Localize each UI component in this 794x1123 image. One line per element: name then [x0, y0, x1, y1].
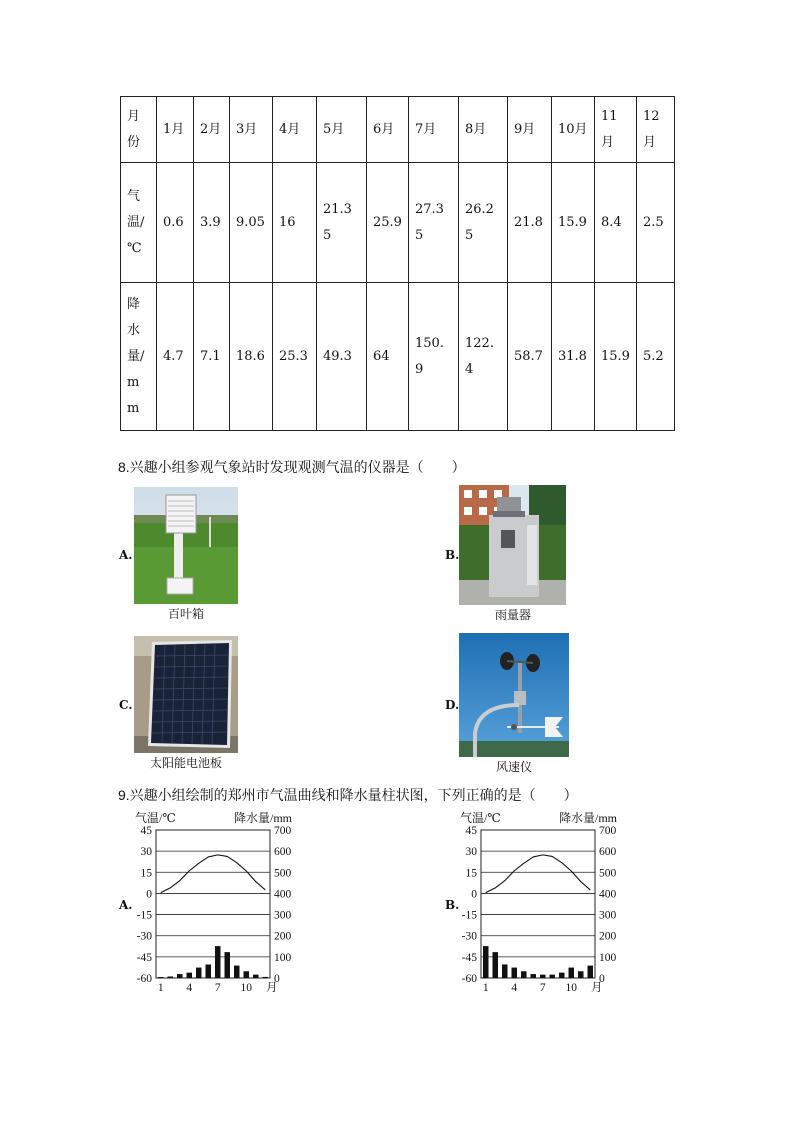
right-tick-label: 200: [599, 930, 617, 943]
left-tick-label: -60: [461, 973, 477, 985]
precipitation-bar: [540, 975, 546, 978]
right-tick-label: 700: [599, 825, 617, 837]
left-tick-label: 15: [465, 867, 477, 880]
table-cell: 7.1: [194, 283, 230, 431]
solar-panel-photo[interactable]: [134, 636, 238, 753]
right-tick-label: 100: [599, 951, 617, 964]
x-tick-label: 10: [565, 982, 577, 994]
table-cell: 11月: [595, 97, 637, 163]
x-tick-label: 10: [240, 982, 252, 994]
table-cell: 21.8: [508, 163, 552, 283]
left-tick-label: -30: [461, 930, 477, 943]
right-tick-label: 400: [274, 888, 292, 901]
table-cell: 49.3: [317, 283, 367, 431]
caption-rain-gauge: 雨量器: [494, 608, 531, 622]
left-tick-label: -60: [136, 973, 152, 985]
precipitation-bar: [569, 968, 575, 978]
precipitation-bar: [196, 968, 202, 978]
right-tick-label: 600: [599, 846, 617, 859]
precipitation-bar: [483, 946, 489, 978]
climate-chart-a: [130, 808, 310, 998]
option-c-letter: C.: [119, 698, 133, 712]
right-tick-label: 0: [599, 973, 605, 985]
climate-table: [120, 96, 675, 431]
row-label-month: 月份: [121, 97, 157, 163]
right-tick-label: 700: [274, 825, 292, 837]
left-tick-label: -15: [461, 909, 477, 922]
temperature-curve: [161, 855, 266, 893]
right-tick-label: 600: [274, 846, 292, 859]
right-axis-title: 降水量/mm: [559, 811, 618, 825]
x-tick-label: 7: [214, 982, 221, 994]
table-cell: 8.4: [595, 163, 637, 283]
precipitation-bar: [493, 952, 499, 978]
table-cell: 12月: [637, 97, 675, 163]
precipitation-bar: [588, 966, 594, 978]
left-tick-label: 15: [140, 867, 152, 880]
table-cell: 26.25: [459, 163, 508, 283]
table-cell: 25.9: [367, 163, 409, 283]
table-cell: 27.35: [409, 163, 459, 283]
right-tick-label: 200: [274, 930, 292, 943]
table-row: [121, 97, 675, 163]
table-cell: 9月: [508, 97, 552, 163]
table-cell: 4月: [273, 97, 317, 163]
table-row: [121, 283, 675, 431]
table-cell: 18.6: [230, 283, 273, 431]
table-cell: 10月: [552, 97, 595, 163]
precipitation-bar: [225, 952, 231, 978]
row-label-precipitation: 降水量/mm: [121, 283, 157, 431]
option-a-letter-q9: A.: [119, 898, 133, 912]
table-cell: 6月: [367, 97, 409, 163]
right-tick-label: 500: [274, 867, 292, 880]
precipitation-bar: [177, 974, 183, 978]
precipitation-bar: [244, 971, 250, 978]
table-cell: 15.9: [595, 283, 637, 431]
x-axis-unit: 月: [591, 982, 603, 994]
precipitation-bar: [215, 946, 221, 978]
precipitation-bar: [512, 968, 518, 978]
rain-gauge-photo[interactable]: [459, 485, 566, 605]
precipitation-bar: [263, 977, 269, 978]
table-cell: 5月: [317, 97, 367, 163]
table-cell: 64: [367, 283, 409, 431]
caption-solar-panel: 太阳能电池板: [149, 756, 222, 770]
left-tick-label: 0: [146, 888, 152, 901]
left-axis-title: 气温/℃: [135, 811, 176, 825]
table-cell: 1月: [157, 97, 194, 163]
left-tick-label: 30: [465, 846, 477, 859]
precipitation-bar: [158, 977, 164, 978]
anemometer-photo[interactable]: [459, 633, 569, 757]
precipitation-bar: [559, 973, 565, 978]
precipitation-bar: [187, 973, 193, 978]
option-a-letter: A.: [119, 548, 133, 562]
right-tick-label: 500: [599, 867, 617, 880]
right-axis-title: 降水量/mm: [234, 811, 293, 825]
table-cell: 4.7: [157, 283, 194, 431]
climate-chart-b: [455, 808, 635, 998]
option-b-letter-q9: B.: [445, 898, 460, 912]
precipitation-bar: [502, 964, 508, 978]
left-tick-label: -15: [136, 909, 152, 922]
right-tick-label: 0: [274, 973, 280, 985]
x-axis-unit: 月: [266, 982, 278, 994]
table-row: [121, 163, 675, 283]
table-cell: 2.5: [637, 163, 675, 283]
table-cell: 5.2: [637, 283, 675, 431]
precipitation-bar: [253, 975, 259, 978]
left-tick-label: 30: [140, 846, 152, 859]
table-cell: 9.05: [230, 163, 273, 283]
table-cell: 7月: [409, 97, 459, 163]
left-axis-title: 气温/℃: [460, 811, 501, 825]
table-cell: 16: [273, 163, 317, 283]
table-cell: 8月: [459, 97, 508, 163]
precipitation-bar: [578, 971, 584, 978]
right-tick-label: 300: [274, 909, 292, 922]
precipitation-bar: [206, 964, 212, 978]
x-tick-label: 4: [186, 982, 193, 994]
table-cell: 150.9: [409, 283, 459, 431]
temperature-curve: [486, 855, 591, 893]
stevenson-screen-photo[interactable]: [134, 487, 238, 604]
left-tick-label: 45: [140, 825, 152, 837]
left-tick-label: -45: [136, 951, 152, 964]
plot-frame: [156, 830, 270, 978]
precipitation-bar: [521, 971, 527, 978]
x-tick-label: 4: [511, 982, 518, 994]
table-cell: 31.8: [552, 283, 595, 431]
table-cell: 21.35: [317, 163, 367, 283]
option-d-letter: D.: [445, 698, 460, 712]
left-tick-label: -30: [136, 930, 152, 943]
table-cell: 0.6: [157, 163, 194, 283]
row-label-temperature: 气温/℃: [121, 163, 157, 283]
table-cell: 58.7: [508, 283, 552, 431]
precipitation-bar: [168, 976, 174, 978]
table-cell: 2月: [194, 97, 230, 163]
caption-anemometer: 风速仪: [495, 760, 532, 774]
question-8-text: 8.兴趣小组参观气象站时发现观测气温的仪器是（ ）: [118, 459, 466, 475]
table-cell: 122.4: [459, 283, 508, 431]
right-tick-label: 400: [599, 888, 617, 901]
table-cell: 15.9: [552, 163, 595, 283]
table-cell: 25.3: [273, 283, 317, 431]
left-tick-label: 0: [471, 888, 477, 901]
x-tick-label: 7: [539, 982, 546, 994]
table-cell: 3.9: [194, 163, 230, 283]
right-tick-label: 300: [599, 909, 617, 922]
precipitation-bar: [234, 966, 240, 978]
question-9-text: 9.兴趣小组绘制的郑州市气温曲线和降水量柱状图，下列正确的是（ ）: [118, 787, 578, 803]
x-tick-label: 1: [157, 982, 164, 994]
left-tick-label: 45: [465, 825, 477, 837]
option-b-letter: B.: [445, 548, 460, 562]
plot-frame: [481, 830, 595, 978]
table-cell: 3月: [230, 97, 273, 163]
right-tick-label: 100: [274, 951, 292, 964]
caption-stevenson-screen: 百叶箱: [167, 607, 204, 621]
precipitation-bar: [531, 974, 537, 978]
precipitation-bar: [550, 975, 556, 978]
x-tick-label: 1: [482, 982, 489, 994]
left-tick-label: -45: [461, 951, 477, 964]
